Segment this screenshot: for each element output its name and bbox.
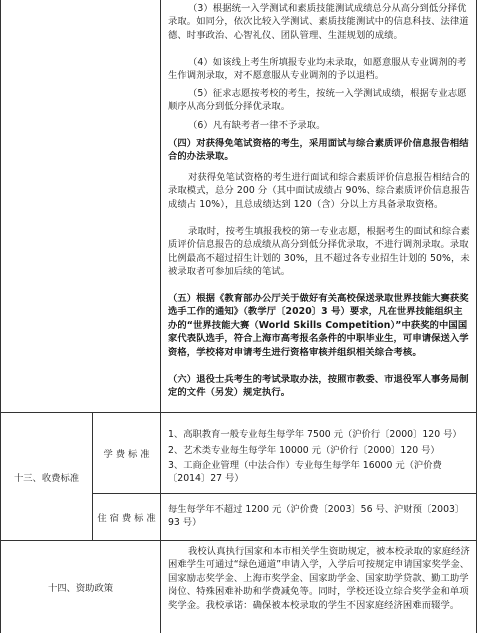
admission-rule-5: （5）征求志愿按考校的考生，按统一入学测试成绩，根据专业志愿顺序从高分到低分择优录取。 [168, 88, 467, 113]
lodging-label: 住 宿 费 标 准 [97, 513, 156, 524]
lodging-fee-text: 每生每学年不超过 1200 元（沪价费〔2003〕56 号、沪财预〔2003〕93 号） [168, 504, 465, 529]
admission-section-4-scoring: 对获得免笔试资格的考生进行面试和综合素质评价信息报告相结合的录取模式，总分 200 分（其中面试成绩占 90%、综合素质评价信息报告成绩占 10%），且总成绩达到 120（含）分以上方具备录取资格。 [168, 172, 470, 210]
aid-policy-text: 我校认真执行国家和本市相关学生资助规定，被本校录取的家庭经济困难学生可通过“绿色通道”申请入学，入学后可按规定申请国家奖学金、国家励志奖学金、上海市奖学金、国家助学金、国家助学贷款、勤工助学岗位、特殊困难补助和学费减免等。同时，学校还设立综合奖学金和单项奖学金。我校承诺：确保被本校录取的学生不因家庭经济困难而辍学。 [168, 546, 470, 611]
table-border-right [476, 0, 477, 633]
admission-cell-left-border [160, 0, 161, 412]
tuition-item-sino-french: 3、工商企业管理（中法合作）专业每生每学年 16000 元（沪价费〔2014〕27 号） [168, 460, 442, 485]
admission-section-6-veterans: （六）退役士兵考生的考试录取办法，按照市教委、市退役军人事务局制定的文件（另发）规定执行。 [168, 374, 469, 399]
fees-section-label: 十三、收费标准 [13, 472, 80, 484]
fees-sublabel-divider [160, 412, 161, 633]
admission-rule-3: （3）根据统一入学测试和素质技能测试成绩总分从高分到低分择优录取。如同分，依次比较入学测试、素质技能测试中的信息科技、法律道德、时事政治、心智礼仪、团队管理、生涯规划的成绩。 [168, 3, 469, 41]
aid-section-label: 十四、资助政策 [47, 583, 114, 594]
admission-section-5-world-skills: （五）根据《教育部办公厅关于做好有关高校保送录取世界技能大赛获奖选手工作的通知》（教学厅〔2020〕3 号）要求，凡在世界技能组织主办的“世界技能大赛（World Skills Competition）”中获奖的中国国家代表队选手，符合上海市高考报名条件的中职毕业生，可申请保送入学资格，学校将对申请考生进行资格审核并组织相关综合考核。 [168, 293, 469, 358]
tuition-item-arts: 2、艺术类专业每生每学年 10000 元（沪价行〔2000〕120 号） [168, 445, 440, 456]
admission-section-4-heading: （四）对获得免笔试资格的考生，采用面试与综合素质评价信息报告相结合的办法录取。 [168, 138, 469, 163]
admission-rule-6: （6）凡有缺考者一律不予录取。 [188, 120, 326, 131]
tuition-item-general: 1、高职教育一般专业每生每学年 7500 元（沪价行〔2000〕120 号） [168, 429, 462, 440]
tuition-label: 学 费 标 准 [103, 449, 150, 460]
admission-rule-4: （4）如该线上考生所填报专业均未录取，如愿意服从专业调剂的考生作调剂录取，对不愿意服从专业调剂的予以退档。 [168, 57, 467, 82]
admission-section-4-selection: 录取时，按考生填报我校的第一专业志愿，根据考生的面试和综合素质评价信息报告的总成绩从高分到低分择优录取，不进行调剂录取。录取比例最高不超过招生计划的 30%，且不超过各专业招生计划的 50%，未被录取者可参加后续的笔试。 [168, 226, 470, 278]
